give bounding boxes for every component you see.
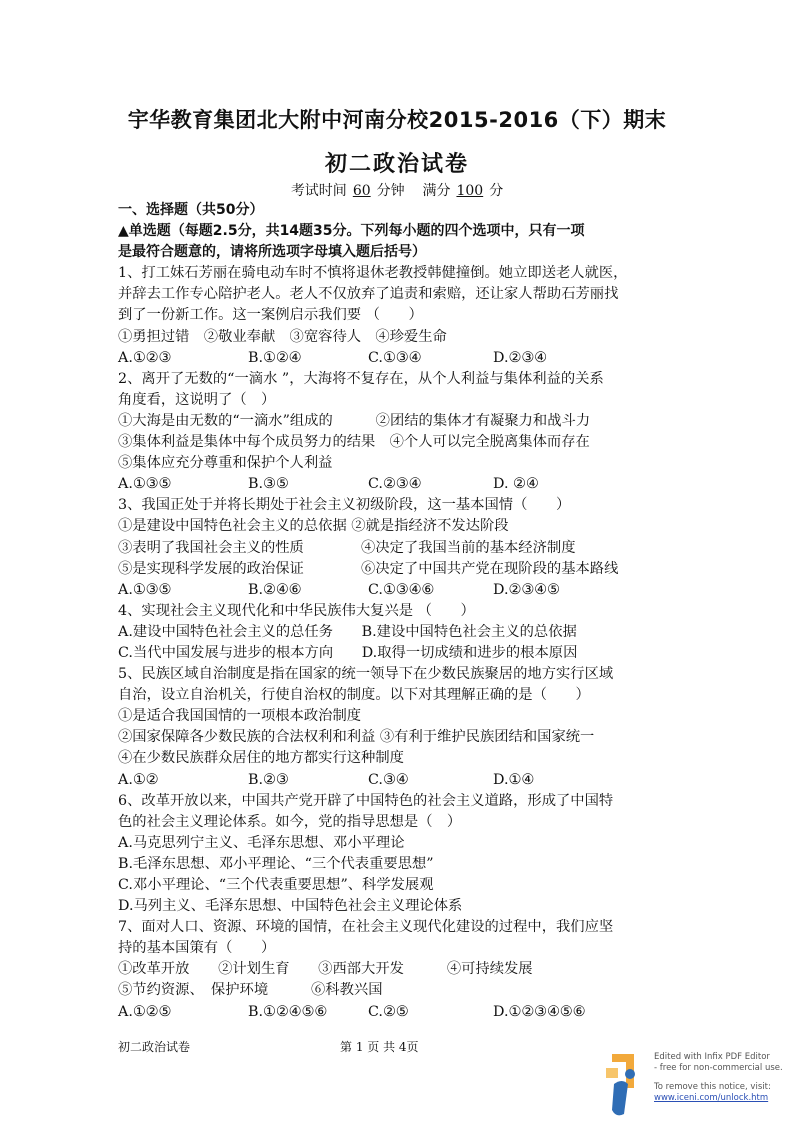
answer-option: D.②③④⑤	[493, 581, 560, 598]
section-heading: 一、选择题（共50分）	[118, 202, 264, 218]
watermark-text	[654, 1052, 783, 1104]
question-line: ①是建设中国特色社会主义的总依据 ②就是指经济不发达阶段	[118, 518, 509, 535]
infix-logo-icon	[604, 1048, 644, 1118]
question-line: 3、我国正处于并将长期处于社会主义初级阶段，这一基本国情（ ）	[118, 497, 571, 514]
answer-option: D. ②④	[493, 476, 539, 493]
score-prefix: 满分	[422, 183, 451, 199]
time-value: 60	[352, 183, 371, 199]
answer-option: D.②③④	[493, 349, 547, 366]
question-line: C.邓小平理论、“三个代表重要思想”、科学发展观	[118, 877, 434, 893]
question-line: ③集体利益是集体中每个成员努力的结果 ④个人可以完全脱离集体而存在	[118, 434, 590, 451]
answer-option: C.①③④	[368, 349, 422, 366]
question-line: ①大海是由无数的“一滴水”组成的 ②团结的集体才有凝聚力和战斗力	[118, 412, 591, 429]
answer-options	[118, 580, 678, 601]
question-line: 5、民族区域自治制度是指在国家的统一领导下在少数民族聚居的地方实行区域	[118, 666, 614, 683]
exam-title-line2: 初二政治试卷	[324, 152, 469, 177]
question-line: ⑤节约资源、 保护环境 ⑥科教兴国	[118, 982, 383, 999]
question-line: 2、离开了无数的“一滴水 ”，大海将不复存在，从个人利益与集体利益的关系	[118, 370, 604, 387]
answer-option: A.①②③	[118, 349, 172, 366]
question-line: ⑤是实现科学发展的政治保证 ⑥决定了中国共产党在现阶段的基本路线	[118, 560, 619, 577]
question-line: 色的社会主义理论体系。如今，党的指导思想是（ ）	[118, 813, 462, 830]
question-line: 角度看，这说明了（ ）	[118, 391, 276, 408]
watermark-line1: Edited with Infix PDF Editor	[654, 1052, 770, 1062]
question-line: ④在少数民族群众居住的地方都实行这种制度	[118, 750, 404, 767]
question-line: 1、打工妹石芳丽在骑电动车时不慎将退休老教授韩健撞倒。她立即送老人就医，	[118, 265, 628, 282]
answer-options	[118, 770, 678, 791]
answer-option: C.②⑤	[368, 1003, 409, 1020]
answer-options	[118, 1002, 678, 1023]
instruction-line: 是最符合题意的，请将所选项字母填入题后括号）	[118, 244, 426, 261]
score-value: 100	[456, 183, 484, 199]
question-line: B.毛泽东思想、邓小平理论、“三个代表重要思想”	[118, 855, 434, 872]
instruction-line: ▲单选题（每题2.5分，共14题35分。下列每小题的四个选项中，只有一项	[118, 223, 585, 240]
question-line: ③表明了我国社会主义的性质 ④决定了我国当前的基本经济制度	[118, 539, 576, 556]
question-line: A.建设中国特色社会主义的总任务 B.建设中国特色社会主义的总依据	[118, 623, 577, 640]
answer-option: D.①④	[493, 771, 535, 788]
question-line: ②国家保障各少数民族的合法权利和利益 ③有利于维护民族团结和国家统一	[118, 729, 595, 746]
question-line: 持的基本国策有（ ）	[118, 940, 276, 957]
watermark-line2: - free for non-commercial use.	[654, 1063, 783, 1073]
question-line: 到了一份新工作。这一案例启示我们要 （ ）	[118, 307, 423, 324]
question-line: 7、面对人口、资源、环境的国情，在社会主义现代化建设的过程中，我们应坚	[118, 919, 614, 936]
footer-title: 初二政治试卷	[118, 1040, 191, 1054]
answer-option: D.①②③④⑤⑥	[493, 1003, 586, 1020]
question-line: ①是适合我国国情的一项根本政治制度	[118, 708, 362, 725]
question-line: ①勇担过错 ②敬业奉献 ③宽容待人 ④珍爱生命	[118, 328, 447, 345]
time-suffix: 分钟	[376, 183, 405, 199]
time-prefix: 考试时间	[290, 183, 347, 199]
question-line: D.马列主义、毛泽东思想、中国特色社会主义理论体系	[118, 898, 463, 915]
watermark-link[interactable]: www.iceni.com/unlock.htm	[654, 1093, 769, 1103]
question-line: 并辞去工作专心陪护老人。老人不仅放弃了追责和索赔，还让家人帮助石芳丽找	[118, 286, 619, 303]
question-line: 自治，设立自治机关，行使自治权的制度。以下对其理解正确的是（ ）	[118, 687, 590, 704]
question-list	[118, 263, 678, 1022]
score-suffix: 分	[489, 183, 504, 199]
answer-option: B.③⑤	[248, 476, 289, 493]
answer-option: B.②③	[248, 771, 289, 788]
answer-option: B.①②④⑤⑥	[248, 1003, 328, 1020]
answer-option: C.①③④⑥	[368, 581, 435, 598]
answer-option: B.①②④	[248, 349, 302, 366]
editor-watermark	[600, 1040, 794, 1122]
answer-option: A.①③⑤	[118, 476, 172, 493]
answer-options	[118, 348, 678, 369]
answer-option: A.①②	[118, 771, 159, 788]
answer-options	[118, 474, 678, 495]
question-line: A.马克思列宁主义、毛泽东思想、邓小平理论	[118, 834, 405, 851]
question-line: 6、改革开放以来，中国共产党开辟了中国特色的社会主义道路，形成了中国特	[118, 792, 614, 809]
footer-page-number: 第 1 页 共 4页	[340, 1040, 419, 1054]
exam-title-line1: 宇华教育集团北大附中河南分校2015-2016（下）期末	[127, 108, 667, 132]
watermark-line3: To remove this notice, visit:	[654, 1082, 771, 1092]
answer-option: C.③④	[368, 771, 409, 788]
exam-content	[118, 200, 678, 1023]
answer-option: A.①③⑤	[118, 581, 172, 598]
answer-option: C.②③④	[368, 476, 422, 493]
exam-meta	[0, 180, 794, 200]
question-line: ⑤集体应充分尊重和保护个人利益	[118, 455, 333, 472]
question-line: C.当代中国发展与进步的根本方向 D.取得一切成绩和进步的根本原因	[118, 644, 578, 661]
answer-option: A.①②⑤	[118, 1003, 172, 1020]
question-line: ①改革开放 ②计划生育 ③西部大开发 ④可持续发展	[118, 961, 533, 978]
question-line: 4、实现社会主义现代化和中华民族伟大复兴是 （ ）	[118, 602, 475, 619]
answer-option: B.②④⑥	[248, 581, 302, 598]
